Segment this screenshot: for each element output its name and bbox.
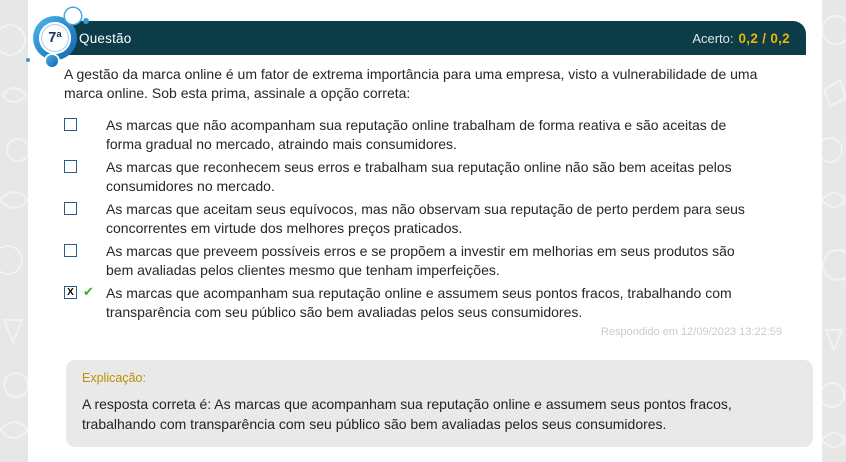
option-lead	[64, 242, 106, 279]
option-label: As marcas que reconhecem seus erros e trabalham sua reputação online não são bem aceitas pelos consumidores no mercado.	[106, 159, 732, 194]
option-row-3[interactable]	[64, 200, 786, 237]
option-label: As marcas que aceitam seus equívocos, mas não observam sua reputação de perto perdem para seus concorrentes em virtude dos melhores preços praticados.	[106, 201, 745, 236]
bubble-decoration-icon	[26, 58, 30, 62]
question-text: A gestão da marca online é um fator de extrema importância para uma empresa, visto a vulnerabilidade de uma marca online. Sob esta prima, assinale a opção correta:	[64, 66, 758, 101]
bubble-decoration-icon	[65, 8, 81, 24]
option-row-1[interactable]	[64, 116, 786, 153]
option-checkbox-checked[interactable]: X	[64, 286, 77, 299]
option-checkbox-unchecked[interactable]	[64, 244, 77, 257]
option-checkbox-unchecked[interactable]	[64, 160, 77, 173]
options-list	[64, 116, 786, 321]
question-number-badge	[33, 16, 77, 60]
question-card	[28, 0, 822, 462]
option-row-2[interactable]	[64, 158, 786, 195]
explanation-label: Explicação:	[82, 371, 146, 385]
option-label: As marcas que preveem possíveis erros e se propõem a investir em melhorias em seus produtos são bem avaliadas pelos clientes mesmo que tenham imperfeições.	[106, 243, 735, 278]
option-row-5-selected[interactable]	[64, 284, 786, 321]
correct-answer-check-icon: ✔	[83, 284, 94, 299]
bubble-decoration-icon	[83, 18, 89, 24]
score-label: Acerto:	[692, 30, 734, 46]
question-header-title: Questão	[79, 30, 132, 46]
score-value: 0,2 / 0,2	[738, 30, 790, 46]
explanation-box	[66, 360, 813, 447]
question-content	[28, 65, 822, 447]
answered-timestamp: Respondido em 12/09/2023 13:22:59	[600, 326, 782, 338]
option-row-4[interactable]	[64, 242, 786, 279]
question-number-circle	[39, 22, 71, 54]
question-header-bar	[45, 21, 806, 55]
bubble-decoration-icon	[46, 55, 58, 67]
option-checkbox-unchecked[interactable]	[64, 202, 77, 215]
explanation-text: A resposta correta é: As marcas que acompanham sua reputação online e assumem seus pontos fracos, trabalhando com transparência com seu público são bem avaliadas pelos seus consumidores.	[82, 396, 732, 432]
option-lead	[64, 200, 106, 237]
option-checkbox-unchecked[interactable]	[64, 118, 77, 131]
option-label: As marcas que não acompanham sua reputação online trabalham de forma reativa e são aceitas de forma gradual no mercado, atraindo mais consumidores.	[106, 117, 727, 152]
question-number: 7ª	[48, 29, 62, 46]
option-lead	[64, 116, 106, 153]
option-lead	[64, 284, 106, 321]
score-display	[692, 31, 806, 46]
option-lead	[64, 158, 106, 195]
option-label: As marcas que acompanham sua reputação online e assumem seus pontos fracos, trabalhando com transparência com seu público são bem avaliadas pelos seus consumidores.	[106, 285, 732, 320]
